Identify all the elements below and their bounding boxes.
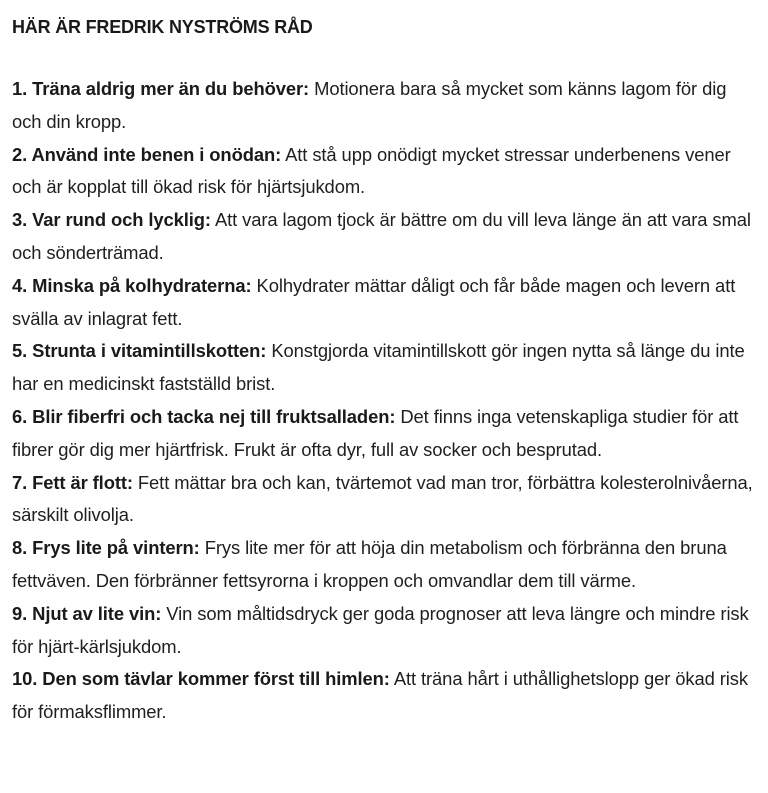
tip-title: 5. Strunta i vitamintillskotten: <box>12 340 267 362</box>
tip-text: Kolhydrater mättar dåligt och får både magen och levern att svälla av inlagrat fett. <box>12 274 736 329</box>
tip-item <box>12 401 758 467</box>
tip-title: 6. Blir fiberfri och tacka nej till fruktsalladen: <box>12 405 396 427</box>
tip-title: 2. Använd inte benen i onödan: <box>12 143 282 165</box>
article <box>12 0 758 729</box>
tip-item <box>12 467 758 533</box>
tip-item <box>12 73 758 139</box>
tip-text: Det finns inga vetenskapliga studier för att fibrer gör dig mer hjärtfrisk. Frukt är ofta dyr, full av socker och besprutad. <box>12 405 739 460</box>
tip-item <box>12 270 758 336</box>
tip-title: 10. Den som tävlar kommer först till himlen: <box>12 668 390 690</box>
tip-title: 9. Njut av lite vin: <box>12 602 162 624</box>
tip-title: 7. Fett är flott: <box>12 471 133 493</box>
tip-text: Att stå upp onödigt mycket stressar underbenens vener och är kopplat till ökad risk för hjärtsjukdom. <box>12 143 731 198</box>
tip-item <box>12 139 758 205</box>
tip-title: 1. Träna aldrig mer än du behöver: <box>12 78 310 99</box>
tip-title: 3. Var rund och lycklig: <box>12 209 211 231</box>
tip-title: 4. Minska på kolhydraterna: <box>12 274 252 296</box>
tip-item <box>12 663 758 729</box>
tip-item <box>12 204 758 270</box>
tip-text: Konstgjorda vitamintillskott gör ingen nytta så länge du inte har en medicinskt fastställd brist. <box>12 340 745 395</box>
tips-list <box>12 73 758 729</box>
tip-text: Vin som måltidsdryck ger goda prognoser att leva längre och mindre risk för hjärt-kärlsjukdom. <box>12 602 749 657</box>
tip-item <box>12 532 758 598</box>
tip-text: Att träna hårt i uthållighetslopp ger ökad risk för förmaksflimmer. <box>12 668 748 723</box>
tip-item <box>12 598 758 664</box>
tip-text: Frys lite mer för att höja din metabolism och förbränna den bruna fettväven. Den förbränner fettsyrorna i kroppen och omvandlar dem till värme. <box>12 537 727 591</box>
tip-text: Fett mättar bra och kan, tvärtemot vad man tror, förbättra kolesterolnivåerna, särskilt olivolja. <box>12 471 753 526</box>
tip-title: 8. Frys lite på vintern: <box>12 537 200 559</box>
tip-item <box>12 335 758 401</box>
article-heading: HÄR ÄR FREDRIK NYSTRÖMS RÅD <box>12 17 313 37</box>
tip-text: Motionera bara så mycket som känns lagom för dig och din kropp. <box>12 78 727 132</box>
tip-text: Att vara lagom tjock är bättre om du vill leva länge än att vara smal och sönderträmad. <box>12 209 751 263</box>
